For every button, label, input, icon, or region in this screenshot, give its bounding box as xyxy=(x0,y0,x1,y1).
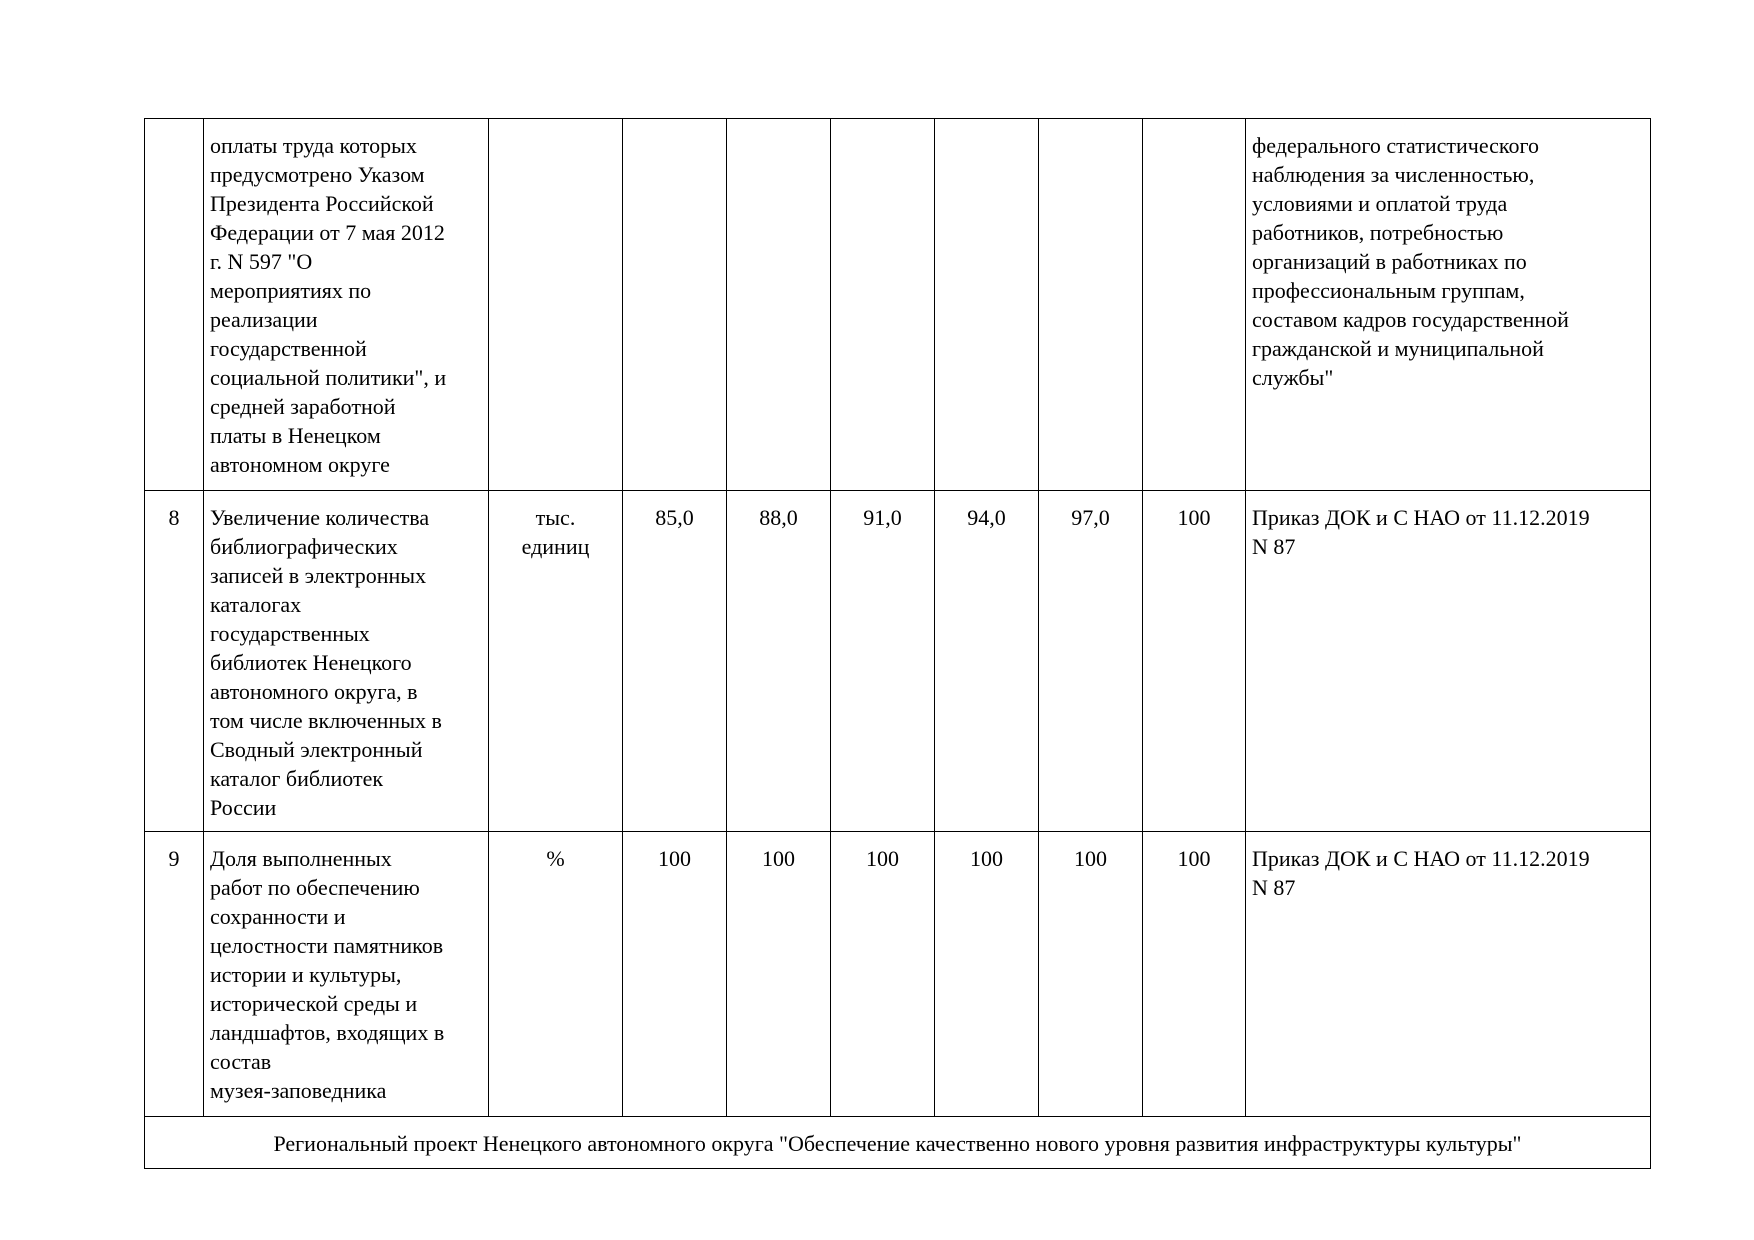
value-cell: 100 xyxy=(1039,832,1143,1117)
value-cell: 100 xyxy=(623,832,727,1117)
indicator-name-cell: Увеличение количества библиографических записей в электронных каталогах государственных библиотек Ненецкого автономного округа, в том числе включенных в Сводный электронный каталог библиотек России xyxy=(204,491,489,832)
row-number-cell: 8 xyxy=(145,491,204,832)
section-row xyxy=(145,1117,1651,1169)
unit-cell xyxy=(489,119,623,491)
value-cell: 100 xyxy=(831,832,935,1117)
value-cell: 100 xyxy=(1143,491,1246,832)
source-cell: федерального статистического наблюдения за численностью, условиями и оплатой труда работников, потребностью организаций в работниках по профессиональным группам, составом кадров государственной гражданской и муниципальной службы" xyxy=(1246,119,1651,491)
indicators-table xyxy=(144,118,1651,1169)
table-row xyxy=(145,119,1651,491)
value-cell: 88,0 xyxy=(727,491,831,832)
value-cell: 85,0 xyxy=(623,491,727,832)
value-cell xyxy=(623,119,727,491)
unit-cell: % xyxy=(489,832,623,1117)
value-cell: 91,0 xyxy=(831,491,935,832)
value-cell: 97,0 xyxy=(1039,491,1143,832)
section-title: Региональный проект Ненецкого автономного округа "Обеспечение качественно нового уровня развития инфраструктуры культуры" xyxy=(145,1117,1651,1169)
value-cell xyxy=(727,119,831,491)
indicator-name-cell: оплаты труда которых предусмотрено Указом Президента Российской Федерации от 7 мая 2012 г. N 597 "О мероприятиях по реализации государственной социальной политики", и средней заработной платы в Ненецком автономном округе xyxy=(204,119,489,491)
unit-cell: тыс. единиц xyxy=(489,491,623,832)
table-row xyxy=(145,832,1651,1117)
source-cell: Приказ ДОК и С НАО от 11.12.2019 N 87 xyxy=(1246,491,1651,832)
value-cell: 94,0 xyxy=(935,491,1039,832)
value-cell: 100 xyxy=(935,832,1039,1117)
value-cell xyxy=(831,119,935,491)
value-cell xyxy=(1143,119,1246,491)
value-cell xyxy=(935,119,1039,491)
value-cell: 100 xyxy=(727,832,831,1117)
row-number-cell xyxy=(145,119,204,491)
table-row xyxy=(145,491,1651,832)
indicator-name-cell: Доля выполненных работ по обеспечению сохранности и целостности памятников истории и культуры, исторической среды и ландшафтов, входящих в состав музея-заповедника xyxy=(204,832,489,1117)
value-cell: 100 xyxy=(1143,832,1246,1117)
value-cell xyxy=(1039,119,1143,491)
source-cell: Приказ ДОК и С НАО от 11.12.2019 N 87 xyxy=(1246,832,1651,1117)
row-number-cell: 9 xyxy=(145,832,204,1117)
